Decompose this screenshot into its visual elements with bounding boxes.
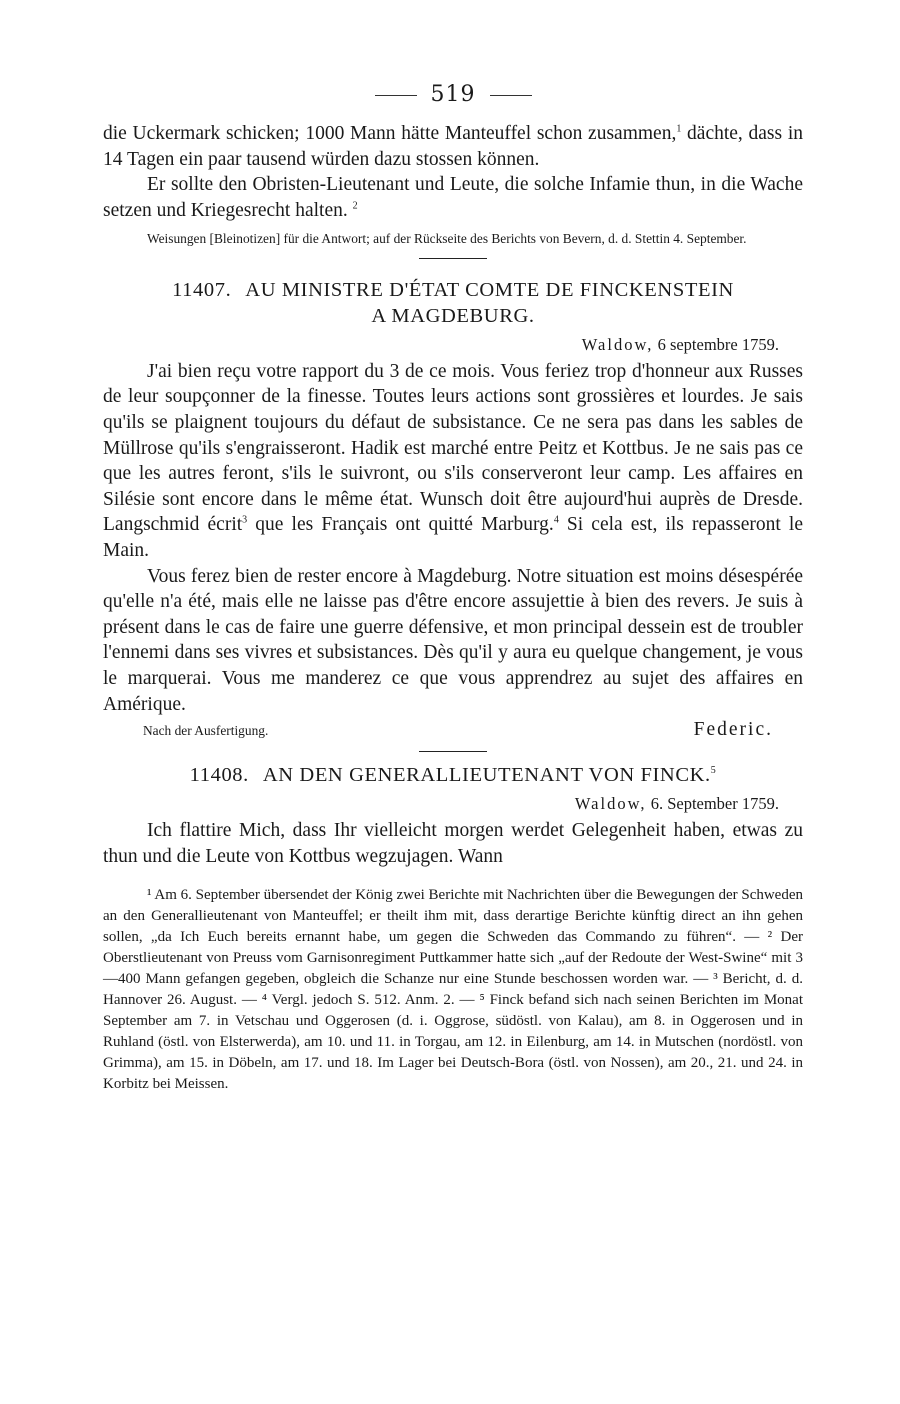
intro-paragraph-2: Er sollte den Obristen-Lieutenant und Leute, die solche Infamie thun, in die Wache setzen und Kriegesrecht halten. $^2$	[103, 174, 803, 221]
header-dash-right	[490, 95, 532, 96]
letter-11407-paragraph-1: J'ai bien reçu votre rapport du 3 de ce mois. Vous feriez trop d'honneur aux Russes de leur soupçonner de la finesse. Toutes leurs actions sont grossières et lourdes. Je sais qu'ils se plaignent toujours du défaut de subsistance. Ce ne sera pas dans les sables de Müllrose qu'ils s'engraisseront. Hadik est marché entre Peitz et Kottbus. Je ne sais pas ce que les autres feront, s'ils le suivront, ou s'ils conserveront leur camp. Les affaires en Silésie sont encore dans le même état. Wunsch doit être aujourd'hui auprès de Dresde. Langschmid écrit$^3$ que les Français ont quitté Marburg.$^4$ Si cela est, ils repasseront le Main.	[103, 360, 803, 562]
editorial-note: Weisungen [Bleinotizen] für die Antwort; auf der Rückseite des Berichts von Bevern, d. d. Stettin 4. September.	[147, 231, 747, 247]
letter-11407-dateline	[103, 335, 803, 355]
footnote-ref-4: 4	[553, 514, 559, 526]
letter-11407-heading	[103, 277, 803, 329]
footnote-ref-2: 2	[352, 200, 358, 212]
dateline-date: 6. September 1759.	[650, 794, 779, 814]
section-divider	[419, 751, 487, 752]
letter-recipient: AU MINISTRE D'ÉTAT COMTE DE FINCKENSTEIN	[245, 278, 734, 301]
source-note: Nach der Ausfertigung.	[143, 723, 269, 739]
letter-11407-body	[103, 359, 803, 717]
footnotes	[103, 885, 803, 1095]
letter-11408-dateline	[103, 794, 803, 814]
letter-11407-paragraph-2: Vous ferez bien de rester encore à Magdeburg. Notre situation est moins désespérée qu'elle n'a été, mais elle ne laisse pas d'être encore assujettie à bien des revers. Je suis à présent dans le cas de faire une guerre défensive, et mon principal dessein est de troubler l'ennemi dans ses vivres et subsistances. Dès qu'il y aura eu quelque changement, je vous le marquerai. Vous me manderez ce que vous apprendrez au sujet des affaires en Amérique.	[103, 565, 803, 715]
letter-11408-body	[103, 818, 803, 869]
footnote-ref-3: 3	[242, 514, 248, 526]
intro-text	[103, 121, 803, 223]
letter-11408-heading	[103, 762, 803, 788]
letter-11408-paragraph-1: Ich flattire Mich, dass Ihr vielleicht morgen werdet Gelegenheit haben, etwas zu thun und die Leute von Kottbus wegzujagen. Wann	[103, 820, 803, 867]
footnote-ref-1: 1	[676, 123, 682, 135]
page-number: 519	[430, 82, 476, 107]
document-page	[103, 82, 803, 1095]
footnote-ref-5: 5	[710, 765, 717, 777]
dateline-place: Waldow,	[581, 334, 654, 354]
page-header	[103, 82, 803, 107]
letter-number: 11407.	[172, 278, 232, 301]
intro-paragraph-1	[103, 121, 803, 172]
letter-11407-closing	[103, 719, 803, 741]
intro-line-1: die Uckermark schicken; 1000 Mann hätte Manteuffel schon zusammen,	[103, 123, 677, 144]
dateline-place: Waldow,	[574, 794, 647, 814]
signature: Federic.	[693, 719, 773, 741]
footnote-text: ¹ Am 6. September übersendet der König zwei Berichte mit Nachrichten über die Bewegungen der Schweden an den Generallieutenant von Manteuffel; er theilt ihm mit, dass derartige Berichte künftig direct an ihn gehen sollen, „da Ich Euch bereits ernannt habe, um gegen die Schweden das Commando zu führen“. — ² Der Oberstlieutenant von Preuss vom Garnisonregiment Puttkammer hatte sich „auf der Redoute der West-Swine“ mit 3—400 Mann gefangen gegeben, obgleich die Schanze nur eine Stunde beschossen worden war. — ³ Bericht, d. d. Hannover 26. August. — ⁴ Vergl. jedoch S. 512. Anm. 2. — ⁵ Finck befand sich nach seinen Berichten im Monat September am 7. in Vetschau und Oggerosen (d. i. Oggrose, südöstl. von Kalau), am 8. in Oggerosen und in Ruhland (östl. von Elsterwerda), am 10. und 11. in Torgau, am 12. in Eilenburg, am 14. in Mutschen (nordöstl. von Grimma), am 15. in Döbeln, am 17. und 18. Im Lager bei Deutsch-Bora (östl. von Nossen), am 20., 21. und 24. in Korbitz bei Meissen.	[103, 887, 803, 1093]
letter-number: 11408.	[189, 764, 249, 787]
section-divider	[419, 258, 487, 259]
letter-recipient-place: A MAGDEBURG.	[371, 304, 535, 327]
letter-recipient: AN DEN GENERALLIEUTENANT VON FINCK.	[262, 764, 711, 787]
intro-line-2: dächte, dass in 14 Tagen ein paar tausend würden dazu stossen können.	[103, 123, 803, 170]
dateline-date: 6 septembre 1759.	[657, 334, 779, 354]
header-dash-left	[375, 95, 417, 96]
